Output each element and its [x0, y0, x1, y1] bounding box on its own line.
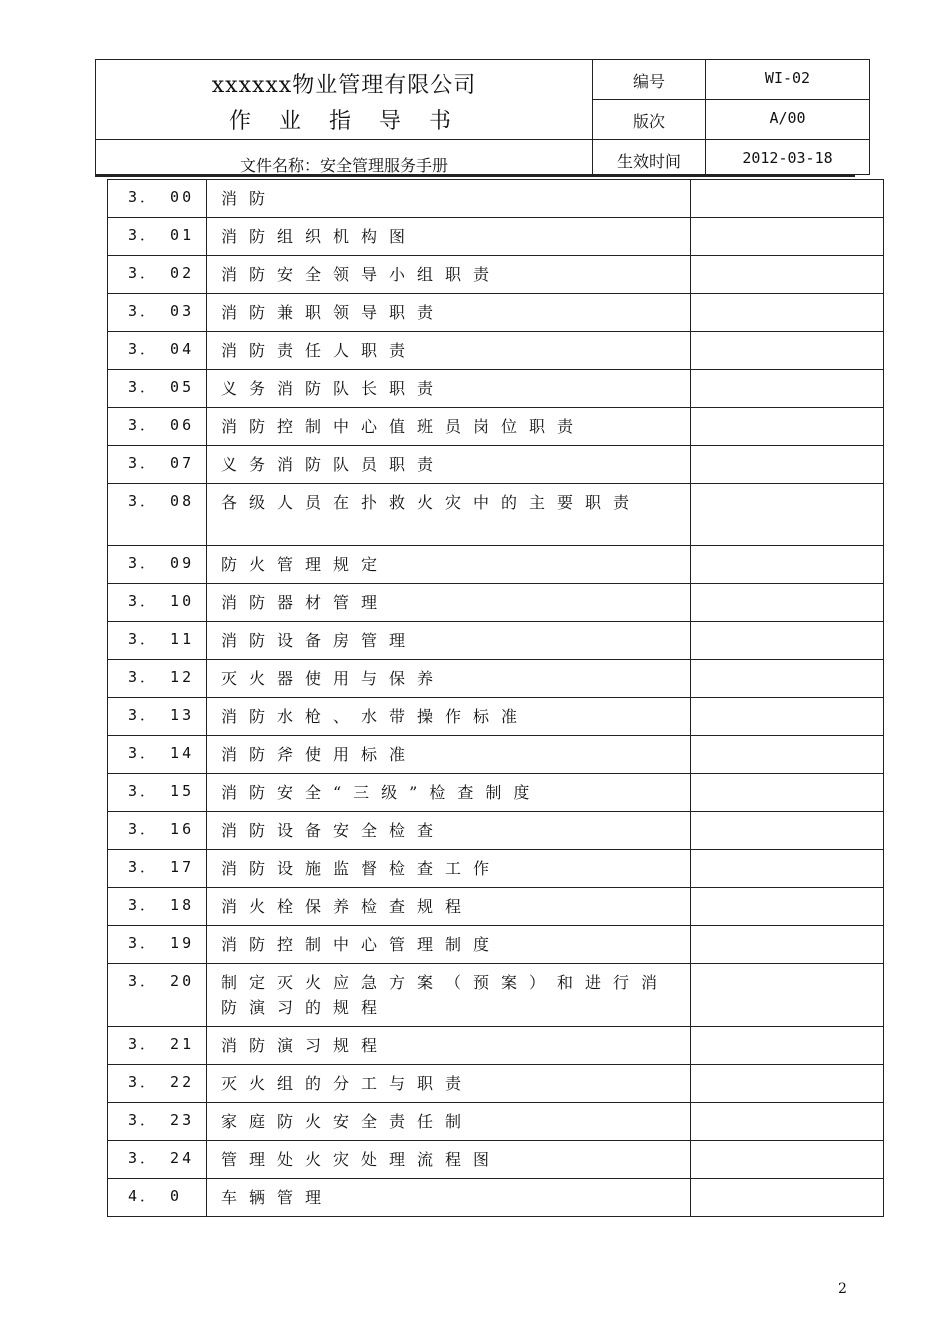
table-row [108, 408, 884, 446]
section-page-cell [691, 622, 884, 660]
section-page-cell [691, 660, 884, 698]
section-title: 消防水枪、水带操作标准 [207, 698, 691, 736]
company-name: xxxxxx物业管理有限公司 [211, 73, 477, 98]
section-number: 3． 21 [108, 1027, 207, 1065]
section-number: 3． 01 [108, 218, 207, 256]
section-title: 防火管理规定 [207, 546, 691, 584]
section-title: 消防兼职领导职责 [207, 294, 691, 332]
section-number: 3． 09 [108, 546, 207, 584]
section-title: 义务消防队员职责 [207, 446, 691, 484]
section-title: 灭火器使用与保养 [207, 660, 691, 698]
section-page-cell [691, 736, 884, 774]
table-row [108, 332, 884, 370]
section-title: 消防 [207, 180, 691, 218]
section-number: 3． 13 [108, 698, 207, 736]
section-number: 3． 06 [108, 408, 207, 446]
section-title: 消防责任人职责 [207, 332, 691, 370]
section-page-cell [691, 888, 884, 926]
file-name: 文件名称：安全管理服务手册 [239, 156, 448, 175]
table-row [108, 256, 884, 294]
table-row [108, 926, 884, 964]
section-title: 家庭防火安全责任制 [207, 1103, 691, 1141]
section-page-cell [691, 584, 884, 622]
section-title: 消防设施监督检查工作 [207, 850, 691, 888]
section-page-cell [691, 256, 884, 294]
table-row [108, 294, 884, 332]
section-number: 4． 0 [108, 1179, 207, 1217]
section-number: 3． 22 [108, 1065, 207, 1103]
document-header [95, 59, 870, 175]
section-page-cell [691, 850, 884, 888]
page-number: 2 [838, 1281, 847, 1297]
field-value-version: A/00 [706, 100, 869, 140]
field-label-number: 编号 [593, 60, 706, 100]
section-number: 3． 14 [108, 736, 207, 774]
table-row [108, 1179, 884, 1217]
section-title: 消防安全“三级”检查制度 [207, 774, 691, 812]
section-title: 消防组织机构图 [207, 218, 691, 256]
section-page-cell [691, 332, 884, 370]
table-row [108, 484, 884, 546]
section-page-cell [691, 1027, 884, 1065]
section-number: 3． 07 [108, 446, 207, 484]
table-row [108, 888, 884, 926]
table-row [108, 180, 884, 218]
section-title: 消防斧使用标准 [207, 736, 691, 774]
section-number: 3． 03 [108, 294, 207, 332]
section-page-cell [691, 1103, 884, 1141]
table-row [108, 774, 884, 812]
table-row [108, 812, 884, 850]
section-title: 消防控制中心值班员岗位职责 [207, 408, 691, 446]
section-number: 3． 19 [108, 926, 207, 964]
section-page-cell [691, 926, 884, 964]
table-row [108, 584, 884, 622]
header-divider [95, 175, 855, 177]
table-row [108, 698, 884, 736]
section-title: 制定灭火应急方案（预案）和进行消防演习的规程 [207, 964, 691, 1027]
section-title: 消防安全领导小组职责 [207, 256, 691, 294]
section-number: 3． 08 [108, 484, 207, 546]
table-row [108, 370, 884, 408]
document-type: 作业指导书 [228, 109, 479, 134]
section-title: 消防设备房管理 [207, 622, 691, 660]
field-label-effective-date: 生效时间 [593, 140, 706, 174]
section-number: 3． 20 [108, 964, 207, 1027]
table-row [108, 1103, 884, 1141]
table-row [108, 850, 884, 888]
section-number: 3． 00 [108, 180, 207, 218]
section-page-cell [691, 446, 884, 484]
section-page-cell [691, 484, 884, 546]
section-title: 消火栓保养检查规程 [207, 888, 691, 926]
table-row [108, 1065, 884, 1103]
section-page-cell [691, 964, 884, 1027]
table-row [108, 218, 884, 256]
section-number: 3． 18 [108, 888, 207, 926]
section-page-cell [691, 218, 884, 256]
section-title: 消防控制中心管理制度 [207, 926, 691, 964]
table-row [108, 1141, 884, 1179]
table-row [108, 546, 884, 584]
header-title-cell [96, 60, 593, 140]
section-title: 义务消防队长职责 [207, 370, 691, 408]
section-number: 3． 23 [108, 1103, 207, 1141]
section-page-cell [691, 180, 884, 218]
section-page-cell [691, 774, 884, 812]
field-value-number: WI-02 [706, 60, 869, 100]
table-row [108, 964, 884, 1027]
section-page-cell [691, 1065, 884, 1103]
section-title: 消防设备安全检查 [207, 812, 691, 850]
table-of-contents [107, 179, 884, 1217]
section-number: 3． 11 [108, 622, 207, 660]
section-title: 车辆管理 [207, 1179, 691, 1217]
section-page-cell [691, 1141, 884, 1179]
section-page-cell [691, 408, 884, 446]
section-page-cell [691, 294, 884, 332]
section-title: 灭火组的分工与职责 [207, 1065, 691, 1103]
field-label-version: 版次 [593, 100, 706, 140]
section-number: 3． 12 [108, 660, 207, 698]
section-number: 3． 16 [108, 812, 207, 850]
header-filename-cell [96, 140, 593, 174]
section-number: 3． 10 [108, 584, 207, 622]
section-number: 3． 04 [108, 332, 207, 370]
section-title: 消防器材管理 [207, 584, 691, 622]
section-number: 3． 15 [108, 774, 207, 812]
section-page-cell [691, 812, 884, 850]
table-row [108, 736, 884, 774]
field-value-effective-date: 2012-03-18 [742, 149, 833, 167]
table-row [108, 622, 884, 660]
section-title: 各级人员在扑救火灾中的主要职责 [207, 484, 691, 546]
section-page-cell [691, 1179, 884, 1217]
section-number: 3． 02 [108, 256, 207, 294]
table-row [108, 446, 884, 484]
section-number: 3． 24 [108, 1141, 207, 1179]
section-title: 管理处火灾处理流程图 [207, 1141, 691, 1179]
table-row [108, 660, 884, 698]
section-page-cell [691, 546, 884, 584]
section-title: 消防演习规程 [207, 1027, 691, 1065]
section-number: 3． 17 [108, 850, 207, 888]
section-number: 3． 05 [108, 370, 207, 408]
section-page-cell [691, 698, 884, 736]
section-page-cell [691, 370, 884, 408]
table-row [108, 1027, 884, 1065]
